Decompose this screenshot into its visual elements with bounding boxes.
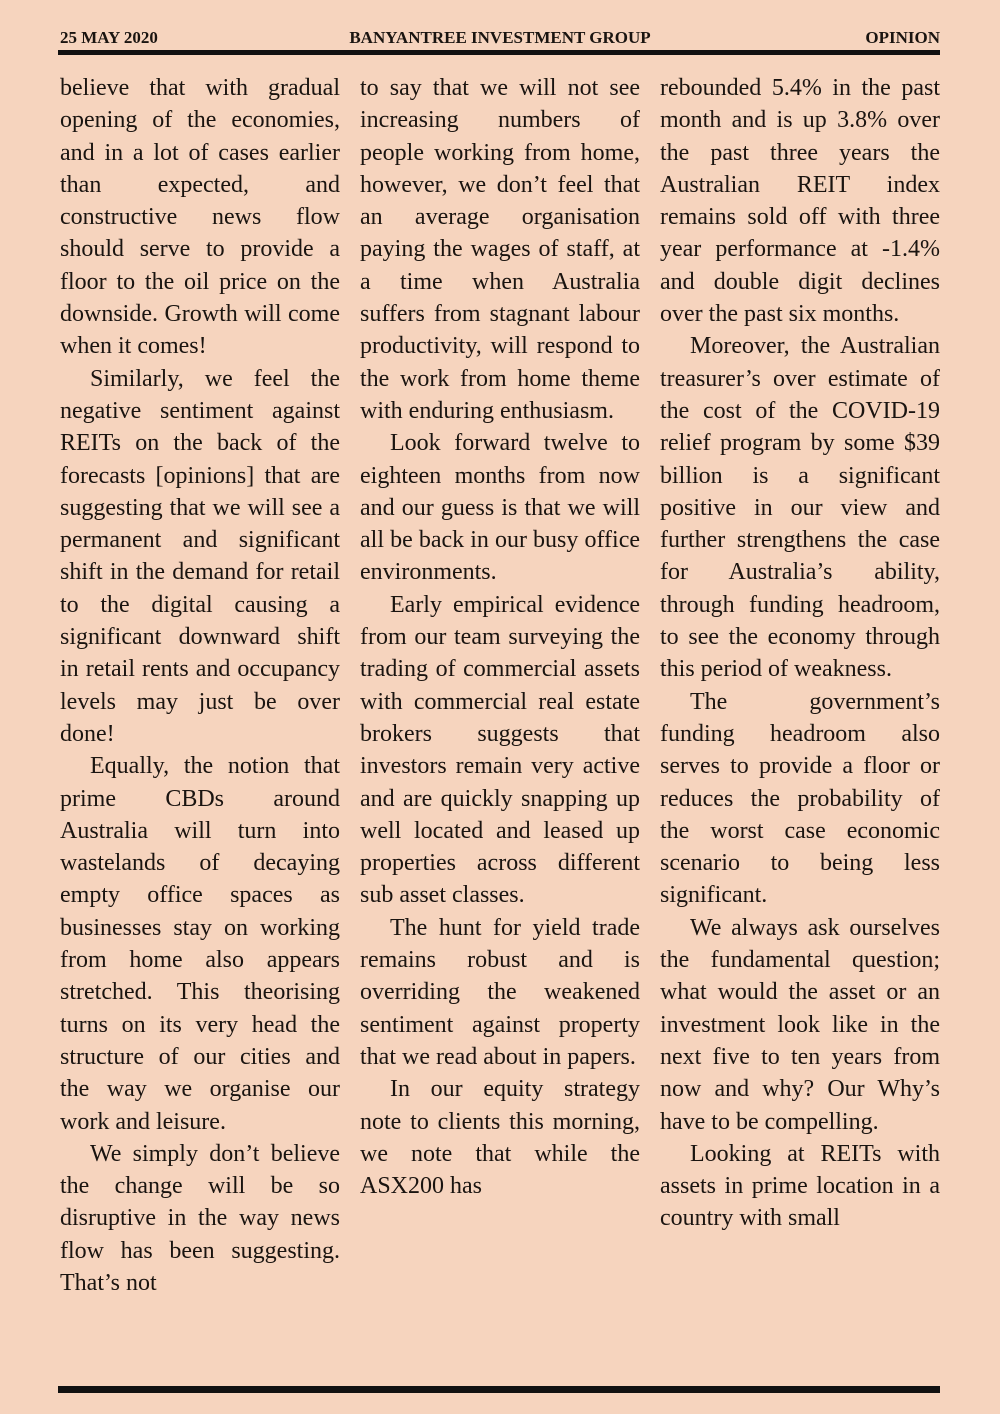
paragraph: Early empirical evidence from our team surveying the trading of commercial assets with commercial real estate brokers suggests that investors remain very active and are quickly snapping up well located and leased up properties across different sub asset classes.: [360, 591, 640, 909]
publication-name: BANYANTREE INVESTMENT GROUP: [349, 28, 651, 47]
paragraph: The government’s funding headroom also serves to provide a floor or reduces the probability of the worst case economic scenario to being less significant.: [660, 688, 940, 909]
paragraph: rebounded 5.4% in the past month and is up 3.8% over the past three years the Australian REIT index remains sold off with three year performance at -1.4% and double digit declines over the past six months.: [660, 75, 940, 328]
section-label: OPINION: [865, 28, 940, 47]
paragraph: In our equity strategy note to clients this morning, we note that while the ASX200 has: [360, 1076, 640, 1200]
paragraph: We simply don’t believe the change will be so disruptive in the way news flow has been suggesting. That’s not: [60, 1140, 340, 1296]
paragraph: Looking at REITs with assets in prime location in a country with small: [660, 1140, 940, 1232]
paragraph: The hunt for yield trade remains robust and is overriding the weakened sentiment against property that we read about in papers.: [360, 914, 640, 1070]
header-rule: [58, 50, 940, 55]
paragraph: Moreover, the Australian treasurer’s over estimate of the cost of the COVID-19 relief program by some $39 billion is a significant positive in our view and further strengthens the case for Australia’s ability, through funding headroom, to see the economy through this period of weakness.: [660, 333, 940, 683]
paragraph: believe that with gradual opening of the economies, and in a lot of cases earlier than expected, and constructive news flow should serve to provide a floor to the oil price on the downside. Growth will come when it comes!: [60, 75, 340, 360]
issue-date: 25 MAY 2020: [60, 28, 158, 47]
article-column-3: [660, 72, 940, 1372]
paragraph: Look forward twelve to eighteen months from now and our guess is that we will all be back in our busy office environments.: [360, 430, 640, 586]
paragraph: to say that we will not see increasing numbers of people working from home, however, we don’t feel that an average organisation paying the wages of staff, at a time when Australia suffers from stagnant labour productivity, will respond to the work from home theme with enduring enthusiasm.: [360, 75, 640, 424]
article-column-2: [360, 72, 640, 1372]
paragraph: Equally, the notion that prime CBDs around Australia will turn into wastelands of decaying empty office spaces as businesses stay on working from home also appears stretched. This theorising turns on its very head the structure of our cities and the way we organise our work and leisure.: [60, 753, 340, 1135]
paragraph: Similarly, we feel the negative sentiment against REITs on the back of the forecasts [opinions] that are suggesting that we will see a permanent and significant shift in the demand for retail to the digital causing a significant downward shift in retail rents and occupancy levels may just be over done!: [60, 365, 340, 747]
paragraph: We always ask ourselves the fundamental question; what would the asset or an investment look like in the next five to ten years from now and why? Our Why’s have to be compelling.: [660, 914, 940, 1135]
page-header: [60, 28, 940, 52]
article-column-1: [60, 72, 340, 1372]
footer-rule: [58, 1386, 940, 1393]
